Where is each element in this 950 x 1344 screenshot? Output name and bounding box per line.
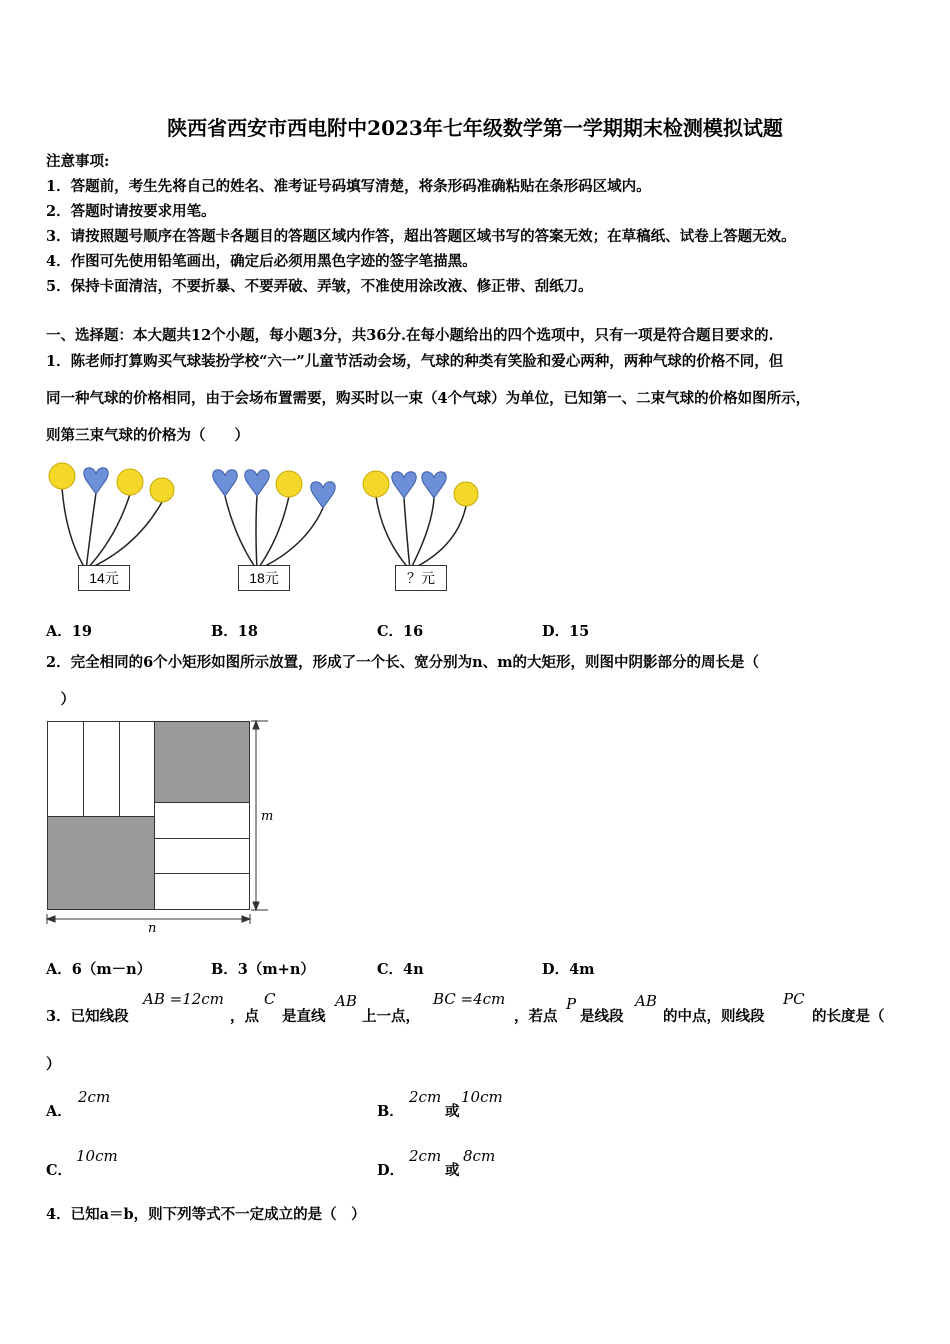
q3-option-c[interactable] (46, 1147, 306, 1183)
q3-close-paren: ） (46, 1056, 61, 1073)
notice-heading: 注意事项: (46, 153, 110, 170)
option-value: 2cm (78, 1088, 111, 1106)
option-letter: D． (377, 1162, 405, 1179)
label-n: n (148, 921, 157, 936)
price-label-2: 18元 (238, 565, 290, 591)
q3-text: 的中点，则线段 (663, 1008, 765, 1025)
q2-option-d[interactable]: D．4m (542, 961, 595, 978)
q1-option-b[interactable]: B．18 (211, 623, 258, 640)
q4-line: 4．已知a＝b，则下列等式不一定成立的是（ ） (46, 1206, 366, 1223)
q3-text: ，点 (230, 1008, 259, 1025)
q1-option-a[interactable]: A．19 (46, 623, 92, 640)
option-value: 8cm (463, 1147, 496, 1165)
notice-item: 1．答题前，考生先将自己的姓名、准考证号码填写清楚，将条形码准确粘贴在条形码区域内。 (46, 178, 651, 195)
section-heading: 一、选择题：本大题共12个小题，每小题3分，共36分.在每小题给出的四个选项中，只有一项是符合题目要求的. (46, 327, 774, 344)
option-value: 2cm (409, 1088, 442, 1106)
price-label-3: ？元 (395, 565, 447, 591)
q3-text: 3．已知线段 (46, 1008, 129, 1025)
math-segment-pc: PC (783, 990, 805, 1008)
option-letter: B． (377, 1103, 404, 1120)
q3-option-b[interactable] (377, 1088, 637, 1124)
notice-item: 3．请按照题号顺序在答题卡各题目的答题区域内作答，超出答题区域书写的答案无效；在草稿纸、试卷上答题无效。 (46, 228, 796, 245)
notice-item: 5．保持卡面清洁，不要折暴、不要弄破、弄皱，不准使用涂改液、修正带、刮纸刀。 (46, 278, 593, 295)
option-or: 或 (445, 1162, 460, 1179)
notice-item: 4．作图可先使用铅笔画出，确定后必须用黑色字迹的签字笔描黑。 (46, 253, 477, 270)
q3-text: 上一点， (362, 1008, 420, 1025)
label-m: m (261, 809, 274, 824)
q2-option-a[interactable]: A．6（m－n） (46, 961, 152, 978)
option-letter: A． (46, 1103, 72, 1120)
q3-text: 是直线 (282, 1008, 326, 1025)
notice-item: 2．答题时请按要求用笔。 (46, 203, 216, 220)
math-bc-length: BC =4cm (433, 990, 506, 1008)
q1-option-c[interactable]: C．16 (377, 623, 424, 640)
math-point-c: C (264, 990, 276, 1008)
dimension-arrows (40, 716, 280, 941)
q1-line: 同一种气球的价格相同，由于会场布置需要，购买时以一束（4个气球）为单位，已知第一、二束气球的价格如图所示， (46, 390, 811, 407)
q2-line: 2．完全相同的6个小矩形如图所示放置，形成了一个长、宽分别为n、m的大矩形，则图中阴影部分的周长是（ (46, 654, 760, 671)
option-value: 2cm (409, 1147, 442, 1165)
price-label-1: 14元 (78, 565, 130, 591)
q3-option-d[interactable] (377, 1147, 637, 1183)
q2-option-c[interactable]: C．4n (377, 961, 424, 978)
option-letter: C． (46, 1162, 73, 1179)
math-ab-length: AB =12cm (143, 990, 224, 1008)
q1-option-d[interactable]: D．15 (542, 623, 590, 640)
q3-text: ，若点 (514, 1008, 558, 1025)
q1-line: 则第三束气球的价格为（ ） (46, 427, 249, 444)
page-title: 陕西省西安市西电附中2023年七年级数学第一学期期末检测模拟试题 (167, 116, 783, 140)
q2-line: ） (46, 691, 75, 708)
math-segment-ab: AB (635, 992, 657, 1010)
math-line-ab: AB (335, 992, 357, 1010)
q3-text: 的长度是（ (812, 1008, 885, 1025)
q3-option-a[interactable] (46, 1088, 306, 1124)
q2-option-b[interactable]: B．3（m+n） (211, 961, 315, 978)
option-or: 或 (445, 1103, 460, 1120)
q3-text: 是线段 (580, 1008, 624, 1025)
option-value: 10cm (76, 1147, 118, 1165)
q1-line: 1．陈老师打算购买气球装扮学校“六一”儿童节活动会场，气球的种类有笑脸和爱心两种，两种气球的价格不同，但 (46, 353, 784, 370)
math-point-p: P (566, 995, 577, 1013)
option-value: 10cm (461, 1088, 503, 1106)
